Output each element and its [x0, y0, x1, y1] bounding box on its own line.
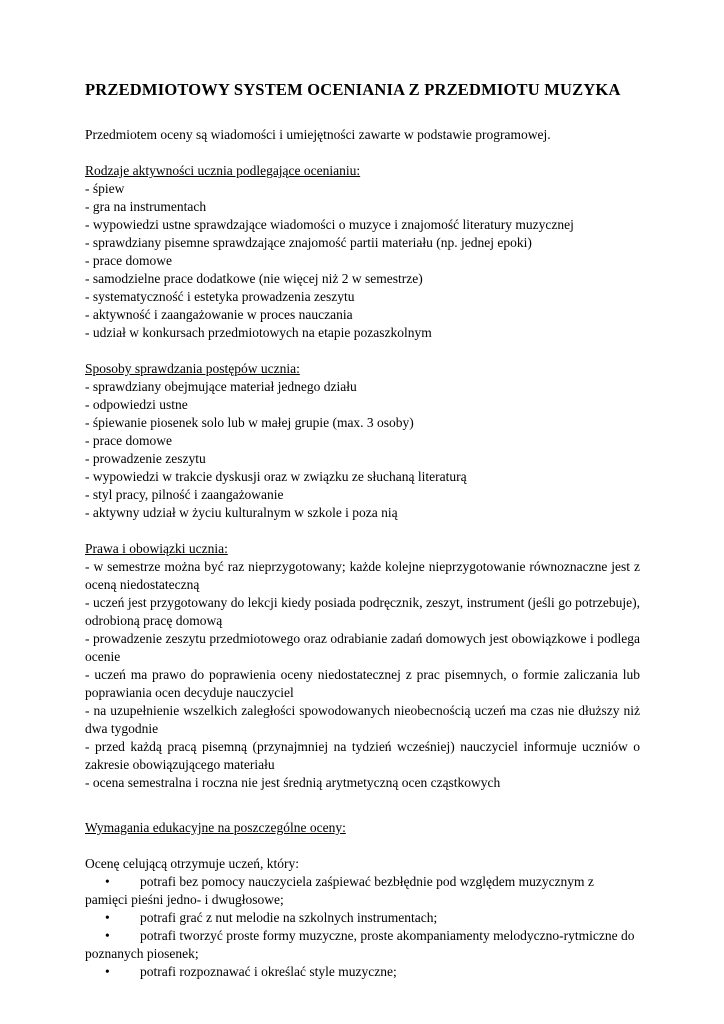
list-item: - wypowiedzi ustne sprawdzające wiadomości o muzyce i znajomość literatury muzycznej — [85, 217, 574, 232]
list-item: - uczeń jest przygotowany do lekcji kiedy posiada podręcznik, zeszyt, instrument (jeśli go potrzebuje), odrobioną pracę domową — [85, 595, 640, 628]
list-item: - styl pracy, pilność i zaangażowanie — [85, 487, 284, 502]
bullet-text: potrafi tworzyć proste formy muzyczne, proste akompaniamenty melodyczno-rytmiczne do poznanych piosenek; — [85, 928, 635, 961]
intro-paragraph: Przedmiotem oceny są wiadomości i umiejętności zawarte w podstawie programowej. — [85, 127, 551, 142]
list-item: - odpowiedzi ustne — [85, 397, 188, 412]
section-heading-requirements: Wymagania edukacyjne na poszczególne oceny: — [85, 820, 346, 835]
section-rights — [85, 540, 640, 792]
list-item: - przed każdą pracą pisemną (przynajmniej na tydzień wcześniej) nauczyciel informuje uczniów o zakresie obowiązującego materiału — [85, 739, 640, 772]
section-requirements — [85, 819, 640, 981]
bullet-text: potrafi bez pomocy nauczyciela zaśpiewać bezbłędnie pod względem muzycznym z pamięci pieśni jedno- i dwugłosowe; — [85, 874, 594, 907]
bullet-marker: • — [105, 874, 110, 889]
rights-list — [85, 558, 640, 792]
bullet-item — [85, 927, 640, 963]
list-item: - aktywność i zaangażowanie w proces nauczania — [85, 307, 353, 322]
list-item: - systematyczność i estetyka prowadzenia zeszytu — [85, 289, 355, 304]
list-item: - śpiewanie piosenek solo lub w małej grupie (max. 3 osoby) — [85, 415, 414, 430]
list-item: - prace domowe — [85, 253, 172, 268]
list-item: - samodzielne prace dodatkowe (nie więcej niż 2 w semestrze) — [85, 271, 423, 286]
list-item: - gra na instrumentach — [85, 199, 207, 214]
section-heading-methods: Sposoby sprawdzania postępów ucznia: — [85, 361, 300, 376]
section-heading-rights: Prawa i obowiązki ucznia: — [85, 541, 228, 556]
list-item: - udział w konkursach przedmiotowych na etapie pozaszkolnym — [85, 325, 432, 340]
bullet-list — [85, 873, 640, 981]
list-item: - wypowiedzi w trakcie dyskusji oraz w związku ze słuchaną literaturą — [85, 469, 467, 484]
list-item: - w semestrze można być raz nieprzygotowany; każde kolejne nieprzygotowanie równoznaczne jest z oceną niedostateczną — [85, 559, 640, 592]
list-item: - prowadzenie zeszytu przedmiotowego oraz odrabianie zadań domowych jest obowiązkowe i podlega ocenie — [85, 631, 640, 664]
bullet-text: potrafi grać z nut melodie na szkolnych instrumentach; — [140, 910, 438, 925]
section-methods — [85, 360, 640, 522]
bullet-item — [85, 909, 640, 927]
bullet-item — [85, 873, 640, 909]
bullet-marker: • — [105, 928, 110, 943]
bullet-text: potrafi rozpoznawać i określać style muzyczne; — [140, 964, 397, 979]
list-item: - ocena semestralna i roczna nie jest średnią arytmetyczną ocen cząstkowych — [85, 775, 501, 790]
section-activities — [85, 162, 640, 342]
activities-list — [85, 180, 640, 342]
page-title: PRZEDMIOTOWY SYSTEM OCENIANIA Z PRZEDMIOTU MUZYKA — [85, 80, 621, 99]
grade-lead: Ocenę celującą otrzymuje uczeń, który: — [85, 856, 300, 871]
bullet-item — [85, 963, 640, 981]
section-heading-activities: Rodzaje aktywności ucznia podlegające ocenianiu: — [85, 163, 361, 178]
list-item: - na uzupełnienie wszelkich zaległości spowodowanych nieobecnością uczeń ma czas nie dłuższy niż dwa tygodnie — [85, 703, 640, 736]
list-item: - sprawdziany obejmujące materiał jednego działu — [85, 379, 357, 394]
bullet-marker: • — [105, 910, 110, 925]
list-item: - prowadzenie zeszytu — [85, 451, 206, 466]
list-item: - śpiew — [85, 181, 125, 196]
list-item: - sprawdziany pisemne sprawdzające znajomość partii materiału (np. jednej epoki) — [85, 235, 532, 250]
methods-list — [85, 378, 640, 522]
list-item: - prace domowe — [85, 433, 172, 448]
list-item: - aktywny udział w życiu kulturalnym w szkole i poza nią — [85, 505, 398, 520]
list-item: - uczeń ma prawo do poprawienia oceny niedostatecznej z prac pisemnych, o formie zaliczania lub poprawiania ocen decyduje nauczyciel — [85, 667, 640, 700]
bullet-marker: • — [105, 964, 110, 979]
